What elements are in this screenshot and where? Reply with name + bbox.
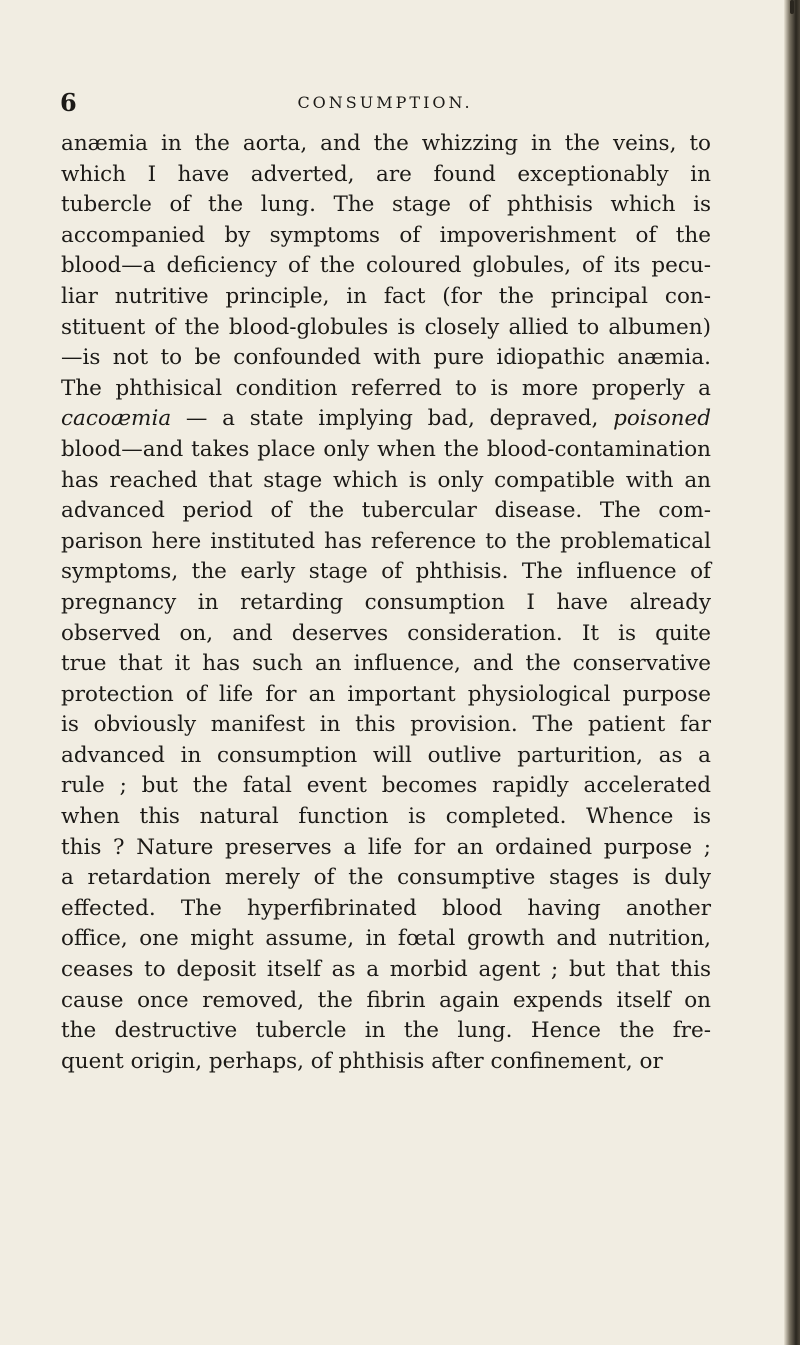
text-run: symptoms, the early stage of phthisis. The influence of (61, 559, 711, 585)
text-run: which I have adverted, are found exceptionably in (61, 161, 711, 187)
text-run: pregnancy in retarding consumption I have already (61, 589, 711, 615)
text-line (61, 1016, 711, 1047)
text-run: when this natural function is completed. Whence is (61, 804, 711, 830)
text-line (61, 404, 711, 435)
text-line (61, 986, 711, 1017)
text-run: —is not to be confounded with pure idiopathic anæmia. (61, 345, 711, 371)
text-line (61, 190, 711, 221)
text-line (61, 833, 711, 864)
text-line (61, 557, 711, 588)
page-header (60, 86, 710, 120)
text-line (61, 313, 711, 344)
text-line (61, 496, 711, 527)
text-run: blood—a deficiency of the coloured globules, of its pecu- (61, 253, 711, 279)
text-run: this ? Nature preserves a life for an ordained purpose ; (61, 834, 711, 860)
text-run: a retardation merely of the consumptive stages is duly (61, 865, 711, 891)
text-line (61, 802, 711, 833)
text-run: liar nutritive principle, in fact (for the principal con- (61, 283, 711, 309)
text-run: stituent of the blood-globules is closely allied to albumen) (61, 314, 711, 340)
text-line (61, 160, 711, 191)
text-run: ceases to deposit itself as a morbid agent ; but that this (61, 957, 711, 983)
text-line (61, 955, 711, 986)
text-run: — a state implying bad, depraved, (171, 406, 614, 432)
text-run: rule ; but the fatal event becomes rapidly accelerated (61, 773, 711, 799)
running-head: CONSUMPTION. (297, 93, 473, 112)
italic-text-run: poisoned (613, 406, 711, 432)
text-run: has reached that stage which is only compatible with an (61, 467, 711, 493)
text-line (61, 619, 711, 650)
text-line (61, 863, 711, 894)
page-number: 6 (60, 88, 77, 117)
text-line (61, 466, 711, 497)
text-run: protection of life for an important physiological purpose (61, 681, 711, 707)
text-line (61, 343, 711, 374)
text-line (61, 282, 711, 313)
text-line (61, 680, 711, 711)
italic-text-run: cacoæmia (61, 406, 172, 432)
text-run: The phthisical condition referred to is more properly a (61, 375, 711, 401)
text-run: blood—and takes place only when the blood-contamination (61, 436, 711, 462)
text-run: tubercle of the lung. The stage of phthisis which is (61, 192, 711, 218)
text-line (61, 435, 711, 466)
text-run: the destructive tubercle in the lung. Hence the fre- (61, 1018, 711, 1044)
text-line (61, 924, 711, 955)
text-line (61, 894, 711, 925)
text-run: accompanied by symptoms of impoverishment of the (61, 222, 711, 248)
text-run: advanced in consumption will outlive parturition, as a (61, 742, 711, 768)
page-edge-shadow (784, 0, 800, 1345)
text-line (61, 771, 711, 802)
text-run: is obviously manifest in this provision. The patient far (61, 712, 711, 738)
text-line (61, 1047, 711, 1078)
text-run: observed on, and deserves consideration. It is quite (61, 620, 711, 646)
text-line (61, 710, 711, 741)
text-run: advanced period of the tubercular disease. The com- (61, 498, 711, 524)
text-run: anæmia in the aorta, and the whizzing in the veins, to (61, 131, 711, 156)
text-line (61, 251, 711, 282)
text-run: quent origin, perhaps, of phthisis after confinement, or (61, 1048, 663, 1074)
text-line (61, 588, 711, 619)
body-text (61, 129, 711, 1077)
text-run: cause once removed, the fibrin again expends itself on (61, 987, 711, 1013)
text-line (61, 221, 711, 252)
page-edge-mark (790, 0, 794, 14)
text-run: parison here instituted has reference to the problematical (61, 528, 711, 554)
text-line (61, 129, 711, 160)
text-line (61, 649, 711, 680)
text-run: true that it has such an influence, and the conservative (61, 651, 711, 677)
text-line (61, 527, 711, 558)
text-line (61, 374, 711, 405)
text-run: office, one might assume, in fœtal growth and nutrition, (61, 926, 711, 952)
text-line (61, 741, 711, 772)
text-run: effected. The hyperfibrinated blood having another (61, 895, 711, 921)
